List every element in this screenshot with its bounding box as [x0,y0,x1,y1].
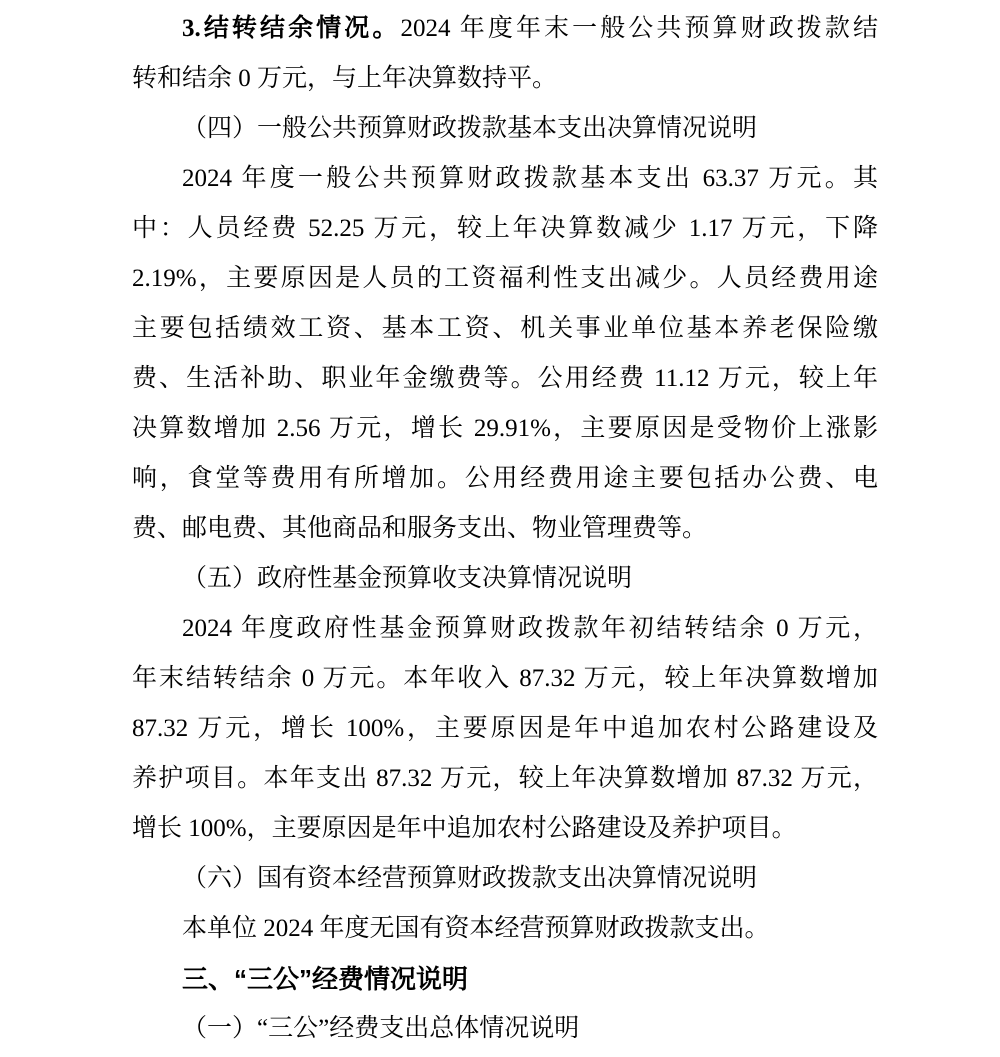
document-text-block [132,4,878,1054]
para-basic-expenditure-line-6: 决算数增加 2.56 万元，增长 29.91%，主要原因是受物价上涨影 [132,415,878,442]
para-basic-expenditure-line-4: 主要包括绩效工资、基本工资、机关事业单位基本养老保险缴 [132,315,878,342]
para-state-capital: 本单位 2024 年度无国有资本经营预算财政拨款支出。 [182,915,770,942]
para-carryover-line-2: 转和结余 0 万元，与上年决算数持平。 [132,65,558,92]
para-govt-fund-line-2: 年末结转结余 0 万元。本年收入 87.32 万元，较上年决算数增加 [132,665,878,692]
para-carryover-bold-lead: 3.结转结余情况。 [182,15,401,42]
para-basic-expenditure-line-2: 中：人员经费 52.25 万元，较上年决算数减少 1.17 万元，下降 [132,215,878,242]
para-basic-expenditure-line-5: 费、生活补助、职业年金缴费等。公用经费 11.12 万元，较上年 [132,365,878,392]
heading-section-6: （六）国有资本经营预算财政拨款支出决算情况说明 [182,865,758,892]
heading-three-public-chapter: 三、“三公”经费情况说明 [182,964,469,994]
para-govt-fund-line-5: 增长 100%，主要原因是年中追加农村公路建设及养护项目。 [132,815,797,842]
para-basic-expenditure-line-1: 2024 年度一般公共预算财政拨款基本支出 63.37 万元。其 [182,165,878,192]
para-basic-expenditure-line-3: 2.19%，主要原因是人员的工资福利性支出减少。人员经费用途 [132,265,878,292]
heading-section-5: （五）政府性基金预算收支决算情况说明 [182,565,633,592]
para-govt-fund-line-1: 2024 年度政府性基金预算财政拨款年初结转结余 0 万元， [182,615,878,642]
para-govt-fund-line-3: 87.32 万元，增长 100%，主要原因是年中追加农村公路建设及 [132,715,878,742]
heading-section-4: （四）一般公共预算财政拨款基本支出决算情况说明 [182,115,758,142]
para-govt-fund-line-4: 养护项目。本年支出 87.32 万元，较上年决算数增加 87.32 万元， [132,765,878,792]
para-basic-expenditure-line-7: 响，食堂等费用有所增加。公用经费用途主要包括办公费、电 [132,465,878,492]
heading-three-public-overview: （一）“三公”经费支出总体情况说明 [182,1015,580,1042]
para-basic-expenditure-line-8: 费、邮电费、其他商品和服务支出、物业管理费等。 [132,515,708,542]
para-carryover-line-1 [132,4,878,54]
para-carryover-line-1-text: 2024 年度年末一般公共预算财政拨款结 [400,15,878,42]
